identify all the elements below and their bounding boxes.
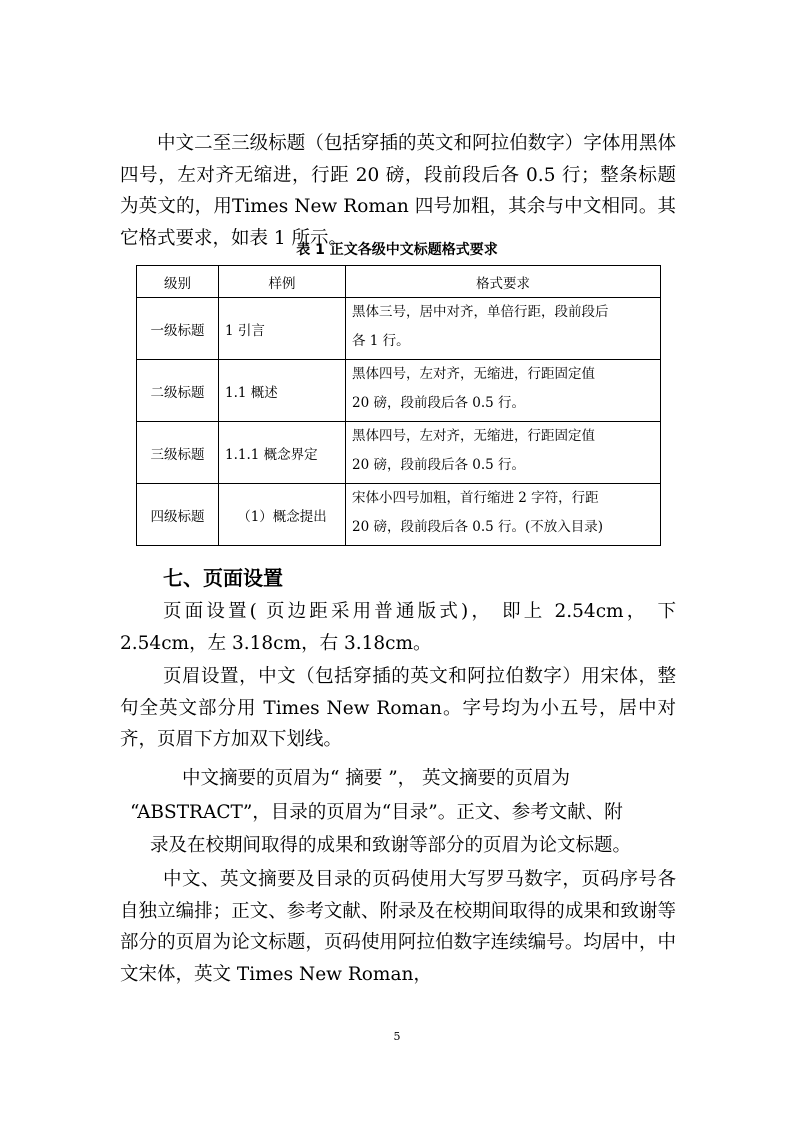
section-heading: 七、页面设置 xyxy=(163,566,283,590)
paragraph-header-abstract-line1: 中文摘要的页眉为“ 摘要 ”， 英文摘要的页眉为 xyxy=(182,768,571,789)
table-header-row xyxy=(137,266,661,298)
requirement-cell xyxy=(346,484,661,546)
requirement-line: 20 磅，段前段后各 0.5 行。(不放入目录) xyxy=(352,519,604,535)
column-header-requirements: 格式要求 xyxy=(346,266,661,298)
table-row xyxy=(137,484,661,546)
table-caption: 表 1 正文各级中文标题格式要求 xyxy=(296,242,498,258)
requirement-line: 黑体三号，居中对齐，单倍行距，段前段后 xyxy=(352,304,609,320)
example-cell: 1.1.1 概念界定 xyxy=(219,422,346,484)
level-cell: 四级标题 xyxy=(137,484,219,546)
requirement-cell xyxy=(346,298,661,360)
level-cell: 三级标题 xyxy=(137,422,219,484)
requirement-cell xyxy=(346,360,661,422)
page-number: 5 xyxy=(393,1030,401,1043)
example-cell: 1.1 概述 xyxy=(219,360,346,422)
example-cell: 1 引言 xyxy=(219,298,346,360)
requirement-line: 20 磅，段前段后各 0.5 行。 xyxy=(352,395,526,411)
level-cell: 二级标题 xyxy=(137,360,219,422)
paragraph-header-abstract-line2: “ABSTRACT”，目录的页眉为“目录”。正文、参考文献、附 xyxy=(130,802,623,823)
paragraph-header-abstract-line3: 录及在校期间取得的成果和致谢等部分的页眉为论文标题。 xyxy=(150,835,632,856)
example-cell: （1）概念提出 xyxy=(219,484,346,546)
column-header-level: 级别 xyxy=(137,266,219,298)
requirement-line: 黑体四号，左对齐，无缩进，行距固定值 xyxy=(352,428,595,444)
requirement-line: 宋体小四号加粗，首行缩进 2 字符，行距 xyxy=(352,490,599,506)
requirement-cell xyxy=(346,422,661,484)
table-row xyxy=(137,298,661,360)
requirement-line: 黑体四号，左对齐，无缩进，行距固定值 xyxy=(352,366,595,382)
paragraph-header-setup: 页眉设置，中文（包括穿插的英文和阿拉伯数字）用宋体，整句全英文部分用 Times New Roman。字号均为小五号，居中对齐，页眉下方加双下划线。 xyxy=(120,666,676,750)
table-row xyxy=(137,360,661,422)
paragraph-page-setup: 页面设置( 页边距采用普通版式)， 即上 2.54cm， 下 2.54cm，左 3.18cm，右 3.18cm。 xyxy=(120,601,676,654)
table-row xyxy=(137,422,661,484)
paragraph-heading-format: 中文二至三级标题（包括穿插的英文和阿拉伯数字）字体用黑体四号，左对齐无缩进，行距 20 磅，段前段后各 0.5 行；整条标题为英文的，用Times New Roman 四号加粗，其余与中文相同。其它格式要求，如表 1 所示。 xyxy=(120,133,676,249)
level-cell: 一级标题 xyxy=(137,298,219,360)
heading-format-table xyxy=(136,265,661,546)
requirement-line: 各 1 行。 xyxy=(352,333,410,349)
paragraph-page-numbering: 中文、英文摘要及目录的页码使用大写罗马数字，页码序号各自独立编排；正文、参考文献、附录及在校期间取得的成果和致谢等部分的页眉为论文标题，页码使用阿拉伯数字连续编号。均居中，中文宋体，英文 Times New Roman， xyxy=(120,869,676,985)
requirement-line: 20 磅，段前段后各 0.5 行。 xyxy=(352,457,526,473)
column-header-example: 样例 xyxy=(219,266,346,298)
